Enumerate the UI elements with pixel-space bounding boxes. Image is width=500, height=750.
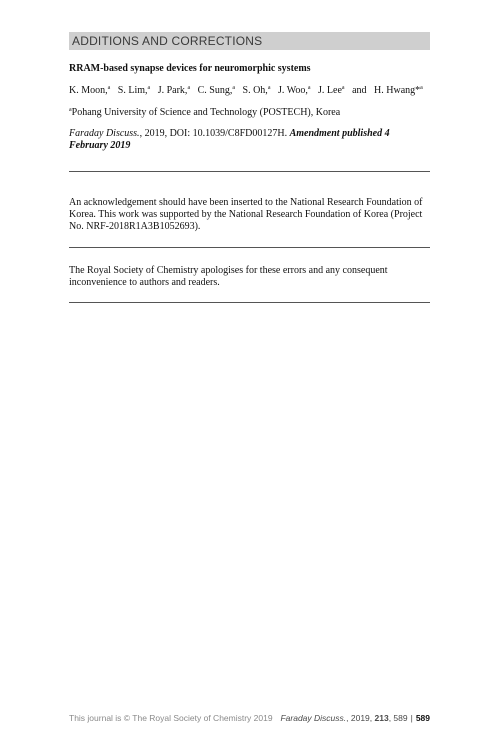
citation-details: , 2019, DOI: 10.1039/C8FD00127H.	[139, 128, 288, 139]
author: S. Lim,$^a$	[117, 85, 151, 96]
apology-paragraph: The Royal Society of Chemistry apologises for these errors and any consequent inconvenience to authors and readers.	[69, 265, 388, 288]
author: S. Oh,$^a$	[242, 85, 271, 96]
acknowledgement-paragraph: An acknowledgement should have been inserted to the National Research Foundation of Korea. This work was supported by the National Research Foundation of Korea (Project No. NRF-2018R1A3B1052693).	[69, 197, 423, 232]
divider	[69, 247, 430, 248]
page-number: 589	[415, 713, 430, 723]
amendment-date: Amendment published 4 February 2019	[69, 128, 390, 151]
copyright-notice: This journal is © The Royal Society of Chemistry 2019	[69, 713, 273, 723]
divider	[69, 171, 430, 172]
journal-reference: Faraday Discuss., 2019, 213, 589 | 589	[280, 713, 430, 723]
page-footer	[69, 713, 430, 727]
author: H. Hwang*$^a$	[374, 85, 423, 96]
author: J. Woo,$^a$	[277, 85, 311, 96]
section-label: ADDITIONS AND CORRECTIONS	[72, 34, 263, 48]
divider	[69, 302, 430, 303]
author-list	[69, 85, 428, 96]
citation-journal: Faraday Discuss.	[69, 128, 140, 139]
author: J. Park,$^a$	[157, 85, 191, 96]
author: C. Sung,$^a$	[197, 85, 236, 96]
article-title: RRAM-based synapse devices for neuromorphic systems	[69, 63, 311, 74]
author: J. Lee$^a$	[318, 85, 345, 96]
author-conjunction: and	[352, 85, 367, 96]
author: K. Moon,$^a$	[69, 85, 111, 96]
citation	[69, 128, 430, 152]
section-banner	[69, 32, 430, 50]
affiliation: $^a$Pohang University of Science and Technology (POSTECH), Korea	[69, 107, 341, 118]
